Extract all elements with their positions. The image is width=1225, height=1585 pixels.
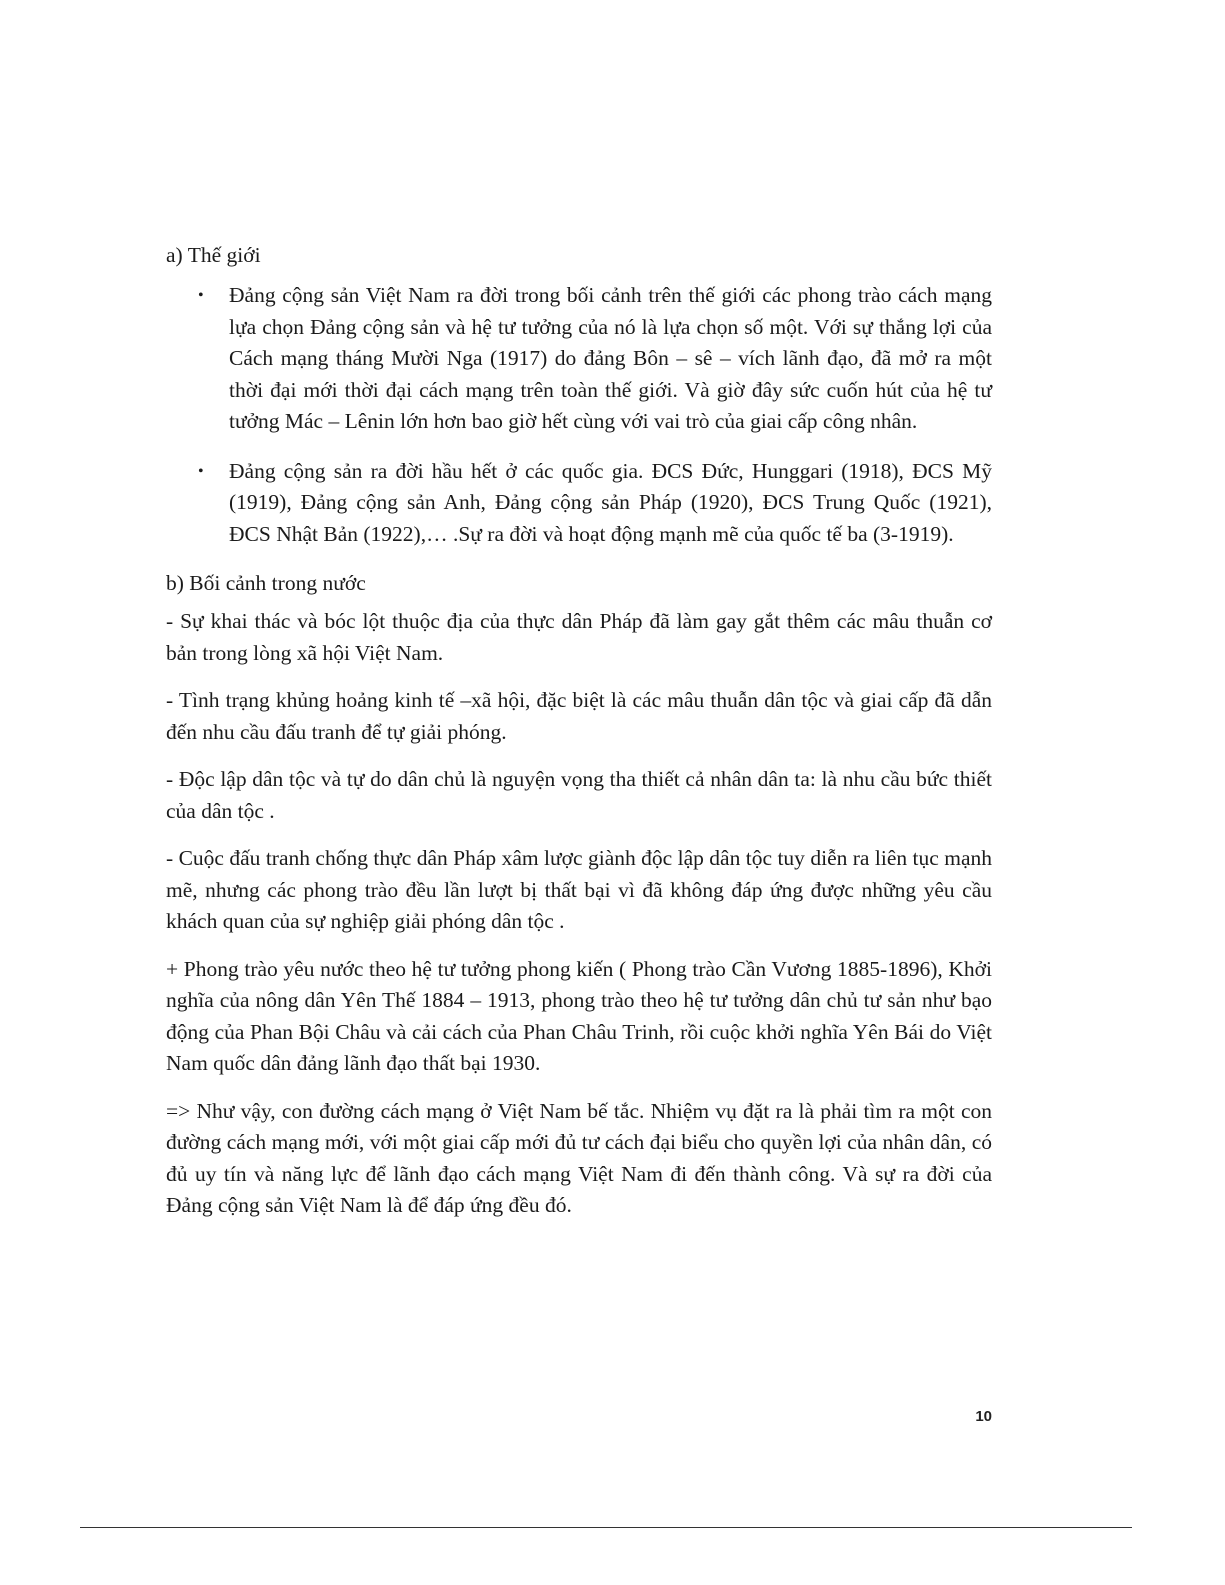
paragraph: - Cuộc đấu tranh chống thực dân Pháp xâm lược giành độc lập dân tộc tuy diễn ra liên tục mạnh mẽ, nhưng các phong trào đều lần lượt bị thất bại vì đã không đáp ứng được những yêu cầu khách quan của sự nghiệp giải phóng dân tộc .	[166, 846, 992, 933]
bullet-item	[166, 456, 992, 551]
bullet-item	[166, 280, 992, 438]
paragraph: - Sự khai thác và bóc lột thuộc địa của thực dân Pháp đã làm gay gắt thêm các mâu thuẫn cơ bản trong lòng xã hội Việt Nam.	[166, 609, 992, 665]
section-heading-domestic: b) Bối cảnh trong nước	[166, 571, 366, 595]
bullet-icon: •	[198, 462, 204, 480]
footer-divider	[80, 1527, 1132, 1528]
section-heading-world: a) Thế giới	[166, 243, 261, 267]
bullet-icon: •	[198, 287, 204, 304]
paragraph: + Phong trào yêu nước theo hệ tư tưởng phong kiến ( Phong trào Cần Vương 1885-1896), Khởi nghĩa của nông dân Yên Thế 1884 – 1913, phong trào theo hệ tư tưởng dân chủ tư sản như bạo động của Phan Bội Châu và cải cách của Phan Châu Trinh, rồi cuộc khởi nghĩa Yên Bái do Việt Nam quốc dân đảng lãnh đạo thất bại 1930.	[166, 956, 992, 1075]
paragraph: => Như vậy, con đường cách mạng ở Việt Nam bế tắc. Nhiệm vụ đặt ra là phải tìm ra một con đường cách mạng mới, với một giai cấp mới đủ tư cách đại biểu cho quyền lợi của nhân dân, có đủ uy tín và năng lực để lãnh đạo cách mạng Việt Nam đi đến thành công. Và sự ra đời của Đảng cộng sản Việt Nam là để đáp ứng đều đó.	[166, 1098, 992, 1217]
bullet-text: Đảng cộng sản ra đời hầu hết ở các quốc gia. ĐCS Đức, Hunggari (1918), ĐCS Mỹ (1919), Đảng cộng sản Anh, Đảng cộng sản Pháp (1920), ĐCS Trung Quốc (1921), ĐCS Nhật Bản (1922),… .Sự ra đời và hoạt động mạnh mẽ của quốc tế ba (3-1919).	[229, 458, 992, 546]
paragraph: - Độc lập dân tộc và tự do dân chủ là nguyện vọng tha thiết cả nhân dân ta: là nhu cầu bức thiết của dân tộc .	[166, 767, 992, 823]
bullet-text: Đảng cộng sản Việt Nam ra đời trong bối cảnh trên thế giới các phong trào cách mạng lựa chọn Đảng cộng sản và hệ tư tưởng của nó là lựa chọn số một. Với sự thắng lợi của Cách mạng tháng Mười Nga (1917) do đảng Bôn – sê – vích lãnh đạo, đã mở ra một thời đại mới thời đại cách mạng trên toàn thế giới. Và giờ đây sức cuốn hút của hệ tư tưởng Mác – Lênin lớn hơn bao giờ hết cùng với vai trò của giai cấp công nhân.	[229, 283, 992, 433]
paragraph: - Tình trạng khủng hoảng kinh tế –xã hội, đặc biệt là các mâu thuẫn dân tộc và giai cấp đã dẫn đến nhu cầu đấu tranh để tự giải phóng.	[166, 688, 992, 744]
world-bullet-list	[166, 280, 992, 550]
page-content	[166, 240, 992, 1222]
page-number: 10	[975, 1408, 992, 1425]
